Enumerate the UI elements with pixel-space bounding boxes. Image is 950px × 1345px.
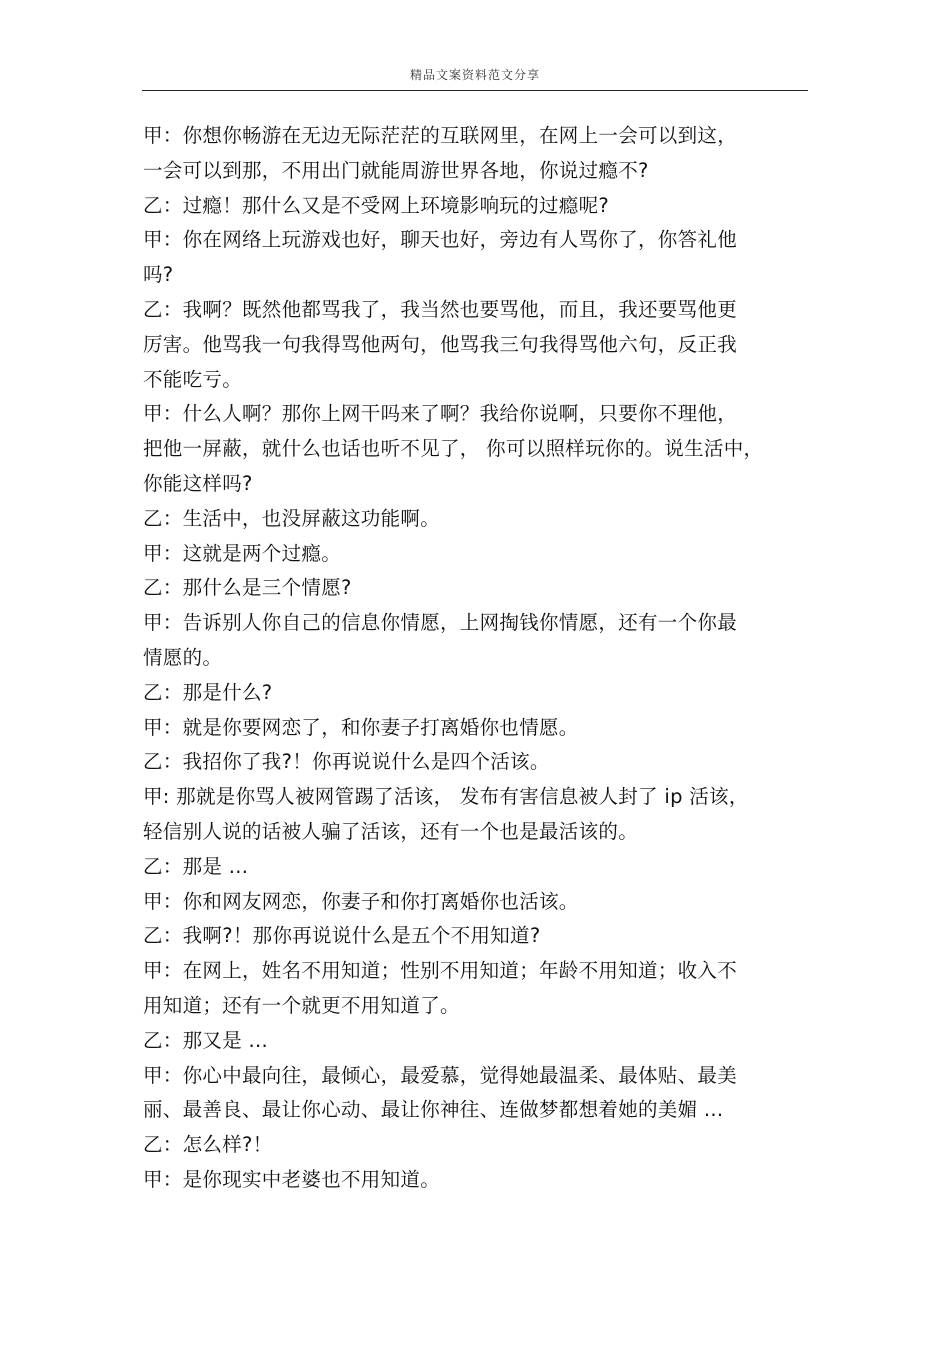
dialogue-line: 甲：告诉别人你自己的信息你情愿，上网掏钱你情愿，还有一个你最 xyxy=(143,611,738,635)
dialogue-line: 乙：那是什么? xyxy=(143,680,273,704)
dialogue-line: 甲：你和网友网恋，你妻子和你打离婚你也活该。 xyxy=(143,889,579,913)
dialogue-line: 乙：那是 ... xyxy=(143,854,249,878)
dialogue-line: 乙：我啊？既然他都骂我了，我当然也要骂他，而且，我还要骂他更 xyxy=(143,297,738,321)
dialogue-line: 甲：你在网络上玩游戏也好，聊天也好，旁边有人骂你了，你答礼他 xyxy=(143,228,738,252)
dialogue-line: 乙：过瘾！那什么又是不受网上环境影响玩的过瘾呢? xyxy=(143,193,610,217)
dialogue-line: 吗? xyxy=(143,263,174,287)
dialogue-line: 乙：那什么是三个情愿? xyxy=(143,576,352,600)
dialogue-line: 甲：你想你畅游在无边无际茫茫的互联网里，在网上一会可以到这， xyxy=(143,124,738,147)
dialogue-line: 甲: 那就是你骂人被网管踢了活该， 发布有害信息被人封了 ip 活该， xyxy=(143,785,749,809)
dialogue-line: 甲：这就是两个过瘾。 xyxy=(143,541,342,565)
dialogue-line: 厉害。他骂我一句我得骂他两句，他骂我三句我得骂他六句，反正我 xyxy=(143,332,738,356)
dialogue-line: 甲：是你现实中老婆也不用知道。 xyxy=(143,1167,441,1191)
dialogue-line: 甲：在网上，姓名不用知道；性别不用知道；年龄不用知道；收入不 xyxy=(143,959,738,983)
dialogue-line: 乙：我招你了我?！你再说说什么是四个活该。 xyxy=(143,750,550,774)
dialogue-line: 用知道；还有一个就更不用知道了。 xyxy=(143,993,460,1017)
dialogue-line: 甲：就是你要网恋了，和你妻子打离婚你也情愿。 xyxy=(143,715,579,739)
dialogue-line: 乙：我啊?！那你再说说什么是五个不用知道? xyxy=(143,924,541,948)
dialogue-line: 一会可以到那，不用出门就能周游世界各地，你说过瘾不? xyxy=(143,158,649,182)
dialogue-line: 把他一屏蔽，就什么也话也听不见了， 你可以照样玩你的。说生活中， xyxy=(143,437,764,461)
dialogue-line: 你能这样吗? xyxy=(143,471,253,495)
dialogue-line: 丽、最善良、最让你心动、最让你神往、连做梦都想着她的美媚 ... xyxy=(143,1098,724,1122)
page-header: 精品文案资料范文分享 xyxy=(409,68,540,82)
dialogue-line: 轻信别人说的话被人骗了活该，还有一个也是最活该的。 xyxy=(143,819,639,843)
header-divider xyxy=(142,90,808,91)
dialogue-body xyxy=(143,119,803,1198)
dialogue-line: 情愿的。 xyxy=(143,645,223,669)
dialogue-line: 乙：怎么样?！ xyxy=(143,1133,273,1157)
dialogue-line: 乙：那又是 ... xyxy=(143,1028,268,1052)
dialogue-line: 不能吃亏。 xyxy=(143,367,243,391)
dialogue-line: 乙：生活中，也没屏蔽这功能啊。 xyxy=(143,506,441,530)
dialogue-line: 甲：什么人啊？那你上网干吗来了啊？我给你说啊，只要你不理他， xyxy=(143,402,738,426)
dialogue-line: 甲：你心中最向往，最倾心，最爱慕，觉得她最温柔、最体贴、最美 xyxy=(143,1063,738,1087)
